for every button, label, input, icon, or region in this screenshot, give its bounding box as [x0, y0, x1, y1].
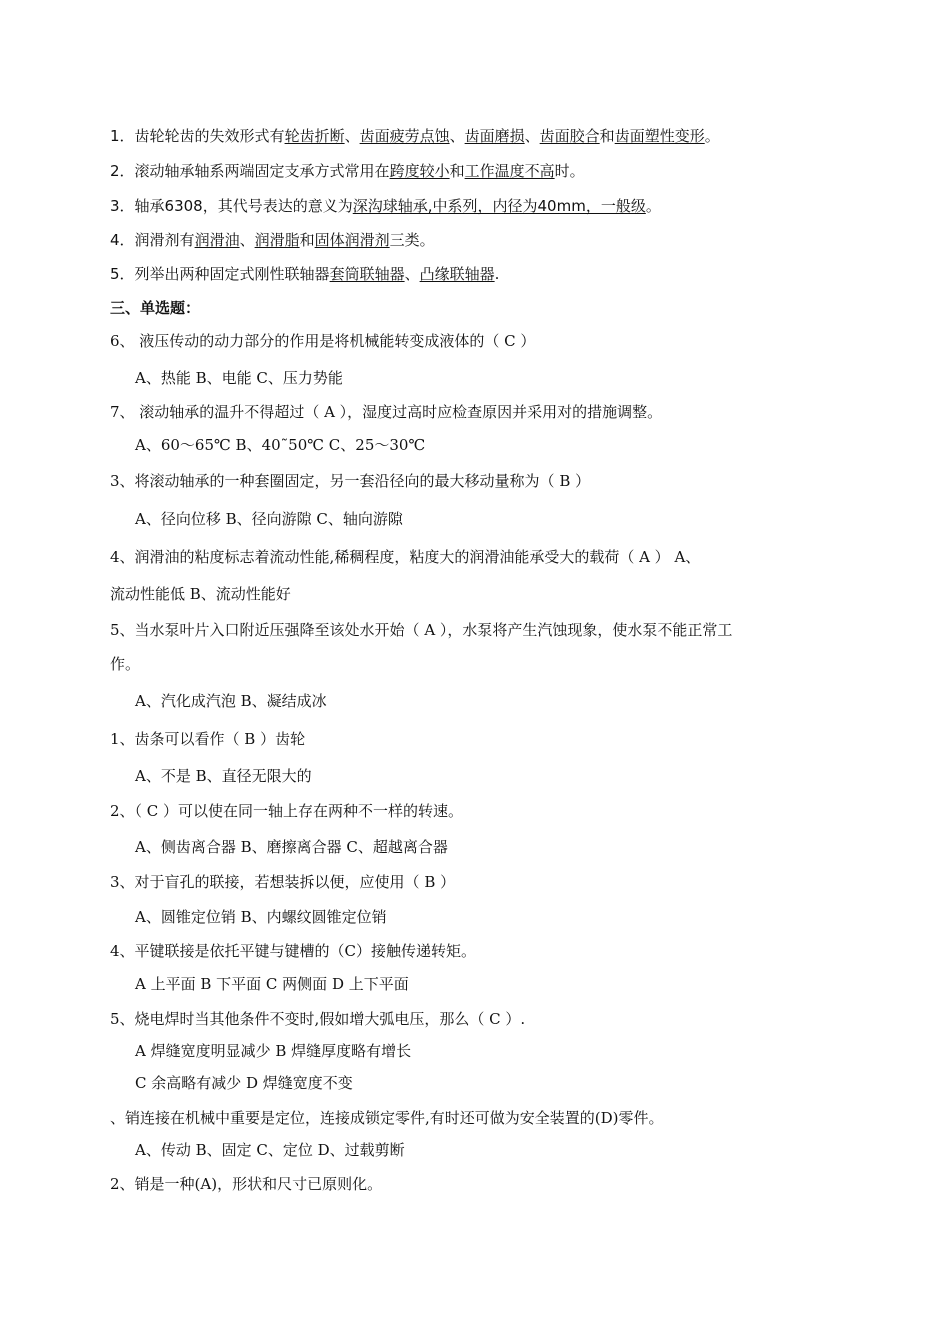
- question-text: 4、平键联接是依托平键与键槽的（C）接触传递转矩。: [110, 942, 477, 960]
- item-text: 和: [449, 162, 465, 180]
- fill-in-item: [110, 264, 499, 284]
- fill-in-answer: 工作温度不高: [464, 162, 555, 180]
- item-text: 、: [344, 127, 360, 145]
- answer-options: A、径向位移 B、径向游隙 C、轴向游隙: [135, 510, 403, 528]
- fill-in-item: [110, 161, 585, 181]
- item-text: 三类。: [389, 231, 435, 249]
- answer-options: A 上平面 B 下平面 C 两侧面 D 上下平面: [135, 975, 409, 993]
- fill-in-answer: 润滑油: [194, 231, 240, 249]
- item-number: 2．: [110, 162, 135, 180]
- answer-options: A、侧齿离合器 B、磨擦离合器 C、超越离合器: [135, 838, 448, 856]
- item-text: 、: [524, 127, 540, 145]
- fill-in-answer: 固体润滑剂: [314, 231, 390, 249]
- fill-in-answer: 齿面疲劳点蚀: [359, 127, 450, 145]
- item-text: 和: [299, 231, 315, 249]
- fill-in-answer: 跨度较小: [389, 162, 450, 180]
- question-text: 作。: [110, 655, 141, 673]
- item-text: 、: [239, 231, 255, 249]
- fill-in-answer: 深沟球轴承,中系列，内径为40mm，一般级: [352, 197, 646, 215]
- answer-options: A、不是 B、直径无限大的: [135, 767, 312, 785]
- item-number: 4．: [110, 231, 135, 249]
- item-text: 和: [599, 127, 615, 145]
- fill-in-item: [110, 230, 435, 250]
- item-number: 1．: [110, 127, 135, 145]
- question-text: 3、将滚动轴承的一种套圈固定，另一套沿径向的最大移动量称为（ B ）: [110, 472, 591, 490]
- answer-options: C 余高略有减少 D 焊缝宽度不变: [135, 1074, 353, 1092]
- question-text: 7、 滚动轴承的温升不得超过（ A ），湿度过高时应检查原因并采用对的措施调整。: [110, 403, 663, 421]
- question-text: 1、齿条可以看作（ B ）齿轮: [110, 730, 306, 748]
- question-text: 2、（ C ）可以使在同一轴上存在两种不一样的转速。: [110, 802, 464, 820]
- item-text: 、: [449, 127, 465, 145]
- item-number: 5．: [110, 265, 135, 283]
- item-text: 列举出两种固定式刚性联轴器: [134, 265, 330, 283]
- item-number: 3．: [110, 197, 135, 215]
- fill-in-item: [110, 126, 720, 146]
- item-text: 齿轮轮齿的失效形式有: [134, 127, 285, 145]
- fill-in-answer: 润滑脂: [254, 231, 300, 249]
- item-text: .: [494, 265, 500, 283]
- fill-in-answer: 齿面胶合: [539, 127, 600, 145]
- answer-options: A、汽化成汽泡 B、凝结成冰: [135, 692, 327, 710]
- section-title: 三、单选题：: [110, 299, 201, 317]
- answer-options: A、传动 B、固定 C、定位 D、过载剪断: [135, 1141, 405, 1159]
- fill-in-answer: 齿面磨损: [464, 127, 525, 145]
- fill-in-answer: 轮齿折断: [284, 127, 345, 145]
- question-text: 6、 液压传动的动力部分的作用是将机械能转变成液体的（ C ）: [110, 332, 536, 350]
- question-text: 、销连接在机械中重要是定位，连接成锁定零件,有时还可做为安全装置的(D)零件。: [110, 1109, 664, 1127]
- fill-in-answer: 套筒联轴器: [329, 265, 405, 283]
- question-text: 4、润滑油的粘度标志着流动性能,稀稠程度，粘度大的润滑油能承受大的载荷（ A ） A、: [110, 548, 701, 566]
- item-text: 。: [645, 197, 661, 215]
- question-text: 5、烧电焊时当其他条件不变时,假如增大弧电压，那么（ C ）.: [110, 1010, 526, 1028]
- fill-in-item: [110, 196, 661, 216]
- question-text: 5、当水泵叶片入口附近压强降至该处水开始（ A ），水泵将产生汽蚀现象，使水泵不能正常工: [110, 621, 733, 639]
- fill-in-answer: 齿面塑性变形: [614, 127, 705, 145]
- answer-options: A、热能 B、电能 C、压力势能: [135, 369, 343, 387]
- question-text: 2、销是一种(A)，形状和尺寸已原则化。: [110, 1175, 383, 1193]
- item-text: 润滑剂有: [134, 231, 195, 249]
- answer-options: A、60～65℃ B、40˜50℃ C、25～30℃: [135, 436, 426, 454]
- answer-options: A、圆锥定位销 B、内螺纹圆锥定位销: [135, 908, 387, 926]
- answer-options: A 焊缝宽度明显减少 B 焊缝厚度略有增长: [135, 1042, 412, 1060]
- item-text: 时。: [554, 162, 585, 180]
- question-text: 3、对于盲孔的联接，若想装拆以便，应使用（ B ）: [110, 873, 456, 891]
- item-text: 。: [704, 127, 720, 145]
- item-text: 滚动轴承轴系两端固定支承方式常用在: [134, 162, 390, 180]
- item-text: 、: [404, 265, 420, 283]
- fill-in-answer: 凸缘联轴器: [419, 265, 495, 283]
- question-text: 流动性能低 B、流动性能好: [110, 585, 291, 603]
- item-text: 轴承6308，其代号表达的意义为: [134, 197, 353, 215]
